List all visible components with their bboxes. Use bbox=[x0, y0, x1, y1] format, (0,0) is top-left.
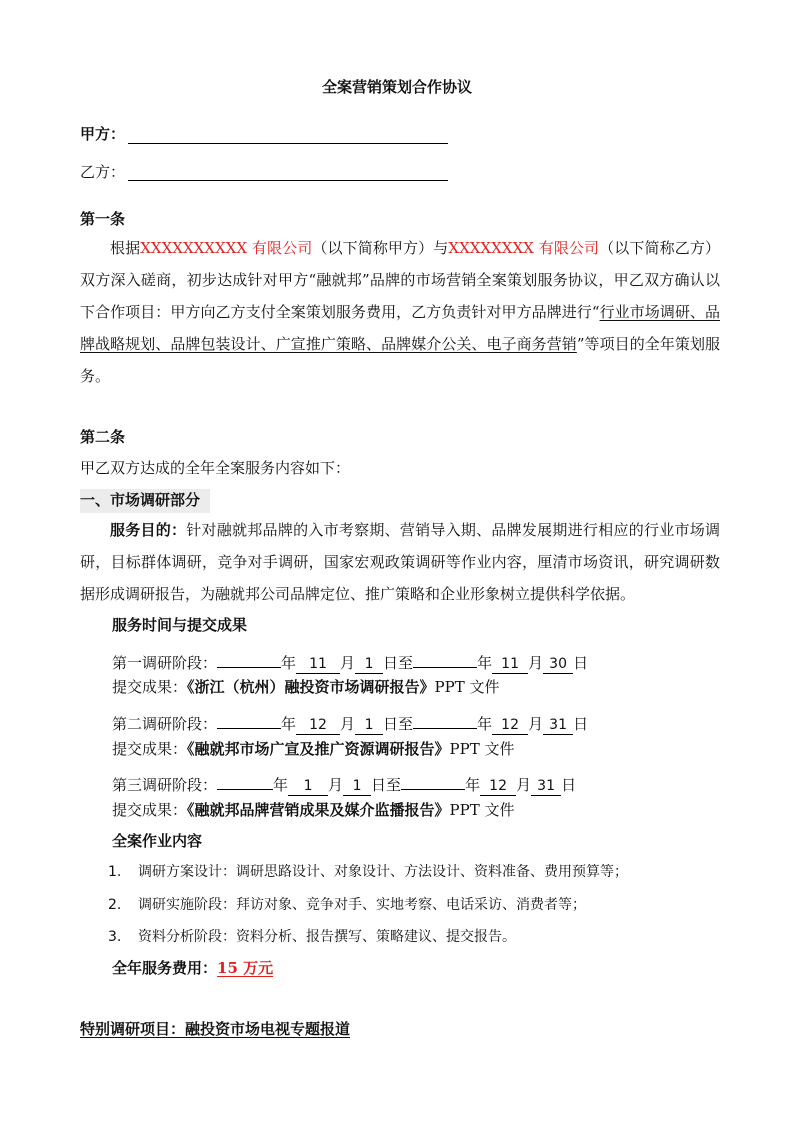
day-field[interactable]: 1 bbox=[355, 656, 383, 674]
special-project-heading: 特别调研项目：融投资市场电视专题报道 bbox=[80, 1020, 351, 1038]
list-item: 3. 资料分析阶段：资料分析、报告撰写、策略建议、提交报告。 bbox=[108, 929, 516, 945]
day-field[interactable]: 1 bbox=[355, 717, 383, 735]
result-row: 提交成果：《浙江（杭州）融投资市场调研报告》PPT 文件 bbox=[112, 678, 500, 696]
result-title: 《融就邦品牌营销成果及媒介监播报告》 bbox=[187, 801, 450, 819]
year-field[interactable] bbox=[217, 711, 281, 729]
result-title: 《浙江（杭州）融投资市场调研报告》 bbox=[187, 678, 435, 696]
result-row: 提交成果：《融就邦品牌营销成果及媒介监播报告》PPT 文件 bbox=[112, 801, 515, 819]
work-heading: 全案作业内容 bbox=[112, 832, 203, 850]
company-b-name: XXXXXXXX 有限公司 bbox=[448, 239, 600, 257]
month-field[interactable]: 11 bbox=[296, 656, 340, 674]
article2-intro: 甲乙双方达成的全年全案服务内容如下： bbox=[80, 459, 351, 477]
fee-label: 全年服务费用： bbox=[112, 959, 218, 977]
section-title: 一、市场调研部分 bbox=[80, 491, 201, 509]
phase-row: 第三调研阶段： 年 1 月 1 日至 年 12 月 31 日 bbox=[112, 772, 576, 796]
result-title: 《融就邦市场广宣及推广资源调研报告》 bbox=[187, 740, 450, 758]
day-field[interactable]: 31 bbox=[531, 778, 561, 796]
article1-heading: 第一条 bbox=[80, 210, 126, 228]
fee-value: 15 万元 bbox=[217, 959, 274, 977]
purpose-paragraph: 服务目的：针对融就邦品牌的入市考察期、营销导入期、品牌发展期进行相应的行业市场调研，目标群体调研，竞争对手调研，国家宏观政策调研等作业内容，厘清市场资讯，研究调研数据形成调研报告，为融就邦公司品牌定位、推广策略和企业形象树立提供科学依据。 bbox=[80, 521, 720, 603]
phase-row: 第二调研阶段： 年 12 月 1 日至 年 12 月 31 日 bbox=[112, 711, 588, 735]
time-heading: 服务时间与提交成果 bbox=[112, 616, 248, 634]
day-field[interactable]: 31 bbox=[543, 717, 573, 735]
day-field[interactable]: 1 bbox=[343, 778, 371, 796]
phase-row: 第一调研阶段： 年 11 月 1 日至 年 11 月 30 日 bbox=[112, 650, 588, 674]
year-field[interactable] bbox=[413, 650, 477, 668]
year-field[interactable] bbox=[217, 772, 273, 790]
month-field[interactable]: 11 bbox=[492, 656, 528, 674]
month-field[interactable]: 1 bbox=[288, 778, 328, 796]
year-field[interactable] bbox=[217, 650, 281, 668]
month-field[interactable]: 12 bbox=[492, 717, 528, 735]
party-a-label: 甲方： bbox=[80, 125, 126, 143]
party-b-label: 乙方： bbox=[80, 163, 126, 181]
year-field[interactable] bbox=[413, 711, 477, 729]
article2-heading: 第二条 bbox=[80, 428, 126, 446]
party-b-blank[interactable] bbox=[128, 180, 448, 181]
result-row: 提交成果：《融就邦市场广宣及推广资源调研报告》PPT 文件 bbox=[112, 740, 515, 758]
list-item: 2. 调研实施阶段：拜访对象、竞争对手、实地考察、电话采访、消费者等； bbox=[108, 897, 586, 913]
document-title: 全案营销策划合作协议 bbox=[321, 78, 472, 96]
party-a-blank[interactable] bbox=[128, 143, 448, 144]
company-a-name: XXXXXXXXXX 有限公司 bbox=[140, 239, 313, 257]
month-field[interactable]: 12 bbox=[296, 717, 340, 735]
month-field[interactable]: 12 bbox=[480, 778, 516, 796]
year-field[interactable] bbox=[401, 772, 465, 790]
service-items: 行业市场调研、品牌战略规划、品牌包装设计、广宣推广策略、品牌媒介公关、电子商务营销 bbox=[80, 303, 720, 353]
article1-paragraph: 根据XXXXXXXXXX 有限公司（以下简称甲方）与XXXXXXXX 有限公司（以下简称乙方）双方深入磋商，初步达成针对甲方“融就邦”品牌的市场营销全案策划服务协议，甲乙双方确认以下合作项目：甲方向乙方支付全案策划服务费用，乙方负责针对甲方品牌进行“行业市场调研、品牌战略规划、品牌包装设计、广宣推广策略、品牌媒介公关、电子商务营销”等项目的全年策划服务。 bbox=[80, 239, 720, 385]
purpose-label: 服务目的： bbox=[110, 521, 187, 539]
day-field[interactable]: 30 bbox=[543, 656, 573, 674]
list-item: 1. 调研方案设计：调研思路设计、对象设计、方法设计、资料准备、费用预算等； bbox=[108, 864, 628, 880]
fee-row bbox=[112, 961, 273, 976]
